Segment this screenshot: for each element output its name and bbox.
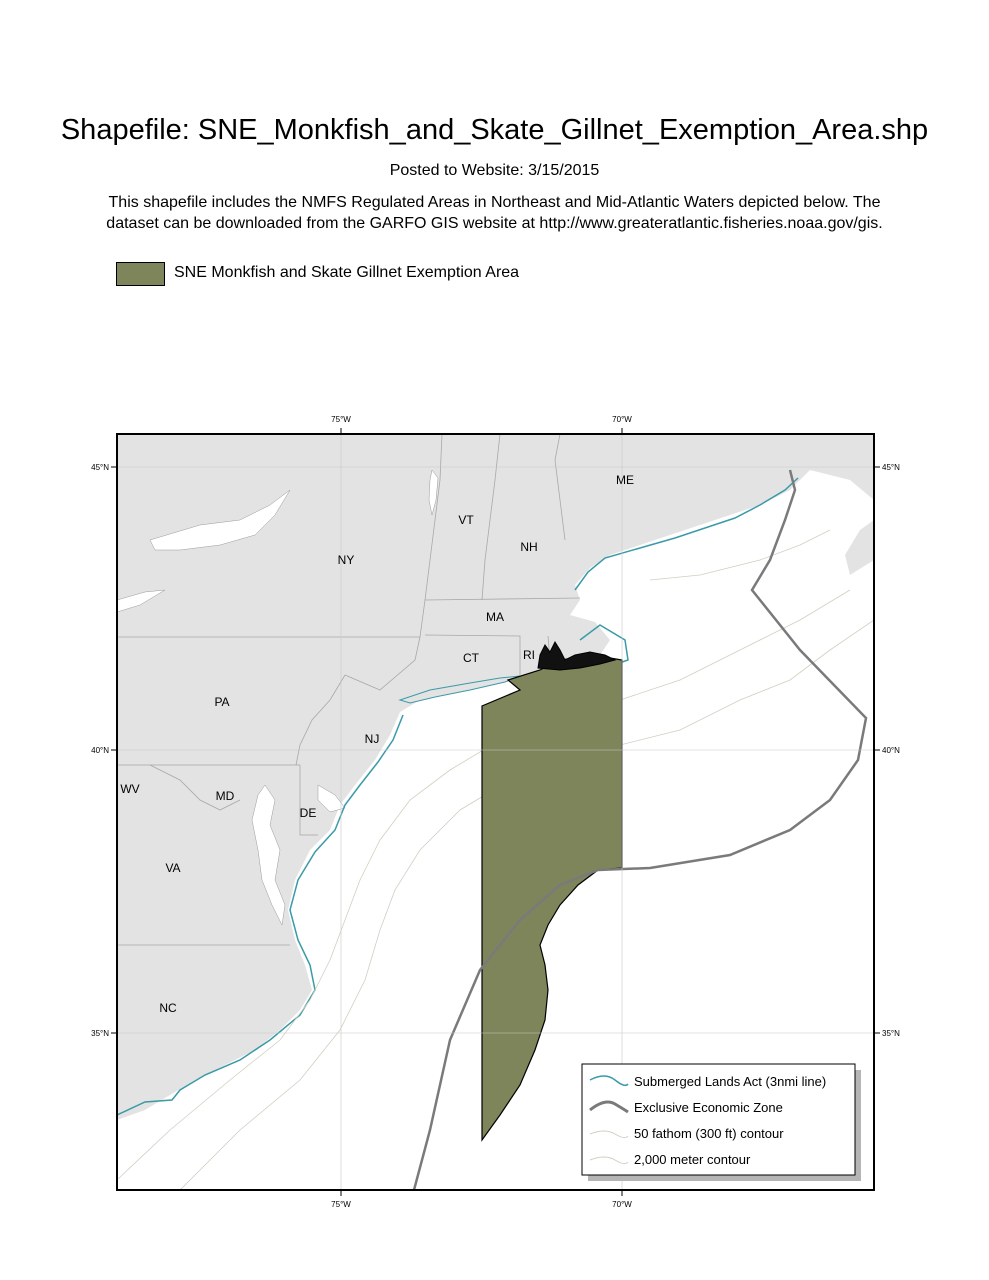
state-label-ma: MA [486,610,504,624]
lat-label-left-35: 35°N [91,1029,109,1038]
state-label-md: MD [215,789,235,803]
state-label-ct: CT [463,651,479,665]
lon-label-top-75: 75°W [331,415,351,424]
legend-fathom-label: 50 fathom (300 ft) contour [634,1126,784,1141]
state-label-nj: NJ [364,732,380,746]
state-label-va: VA [165,861,181,875]
lat-label-right-45: 45°N [882,463,900,472]
lon-label-bottom-70: 70°W [612,1200,632,1209]
description-line-2: dataset can be downloaded from the GARFO GIS website at http://www.greateratlantic.fisheries.noaa.gov/gis. [106,215,883,232]
map-legend [582,1064,861,1181]
lat-label-left-40: 40°N [91,746,109,755]
area-legend-label: SNE Monkfish and Skate Gillnet Exemption Area [174,264,520,281]
map-title: Shapefile: SNE_Monkfish_and_Skate_Gillnet_Exemption_Area.shp [60,114,929,146]
state-label-ny: NY [337,553,355,567]
state-label-me: ME [616,473,634,487]
state-label-nc: NC [159,1001,177,1015]
description-line-1: This shapefile includes the NMFS Regulated Areas in Northeast and Mid-Atlantic Waters depicted below. The [108,194,881,211]
state-label-nh: NH [520,540,538,554]
legend-eez-label: Exclusive Economic Zone [634,1100,783,1115]
lon-label-top-70: 70°W [612,415,632,424]
state-label-ri: RI [523,648,535,662]
state-label-vt: VT [458,513,474,527]
posted-date: Posted to Website: 3/15/2015 [389,162,600,179]
lon-label-bottom-75: 75°W [331,1200,351,1209]
land-nova-scotia [845,520,874,575]
lat-label-left-45: 45°N [91,463,109,472]
legend-2000m-label: 2,000 meter contour [634,1152,751,1167]
state-label-wv: WV [120,782,140,796]
lat-label-right-35: 35°N [882,1029,900,1038]
state-label-pa: PA [214,695,230,709]
state-label-de: DE [299,806,317,820]
legend-sla-label: Submerged Lands Act (3nmi line) [634,1074,827,1089]
lat-label-right-40: 40°N [882,746,900,755]
